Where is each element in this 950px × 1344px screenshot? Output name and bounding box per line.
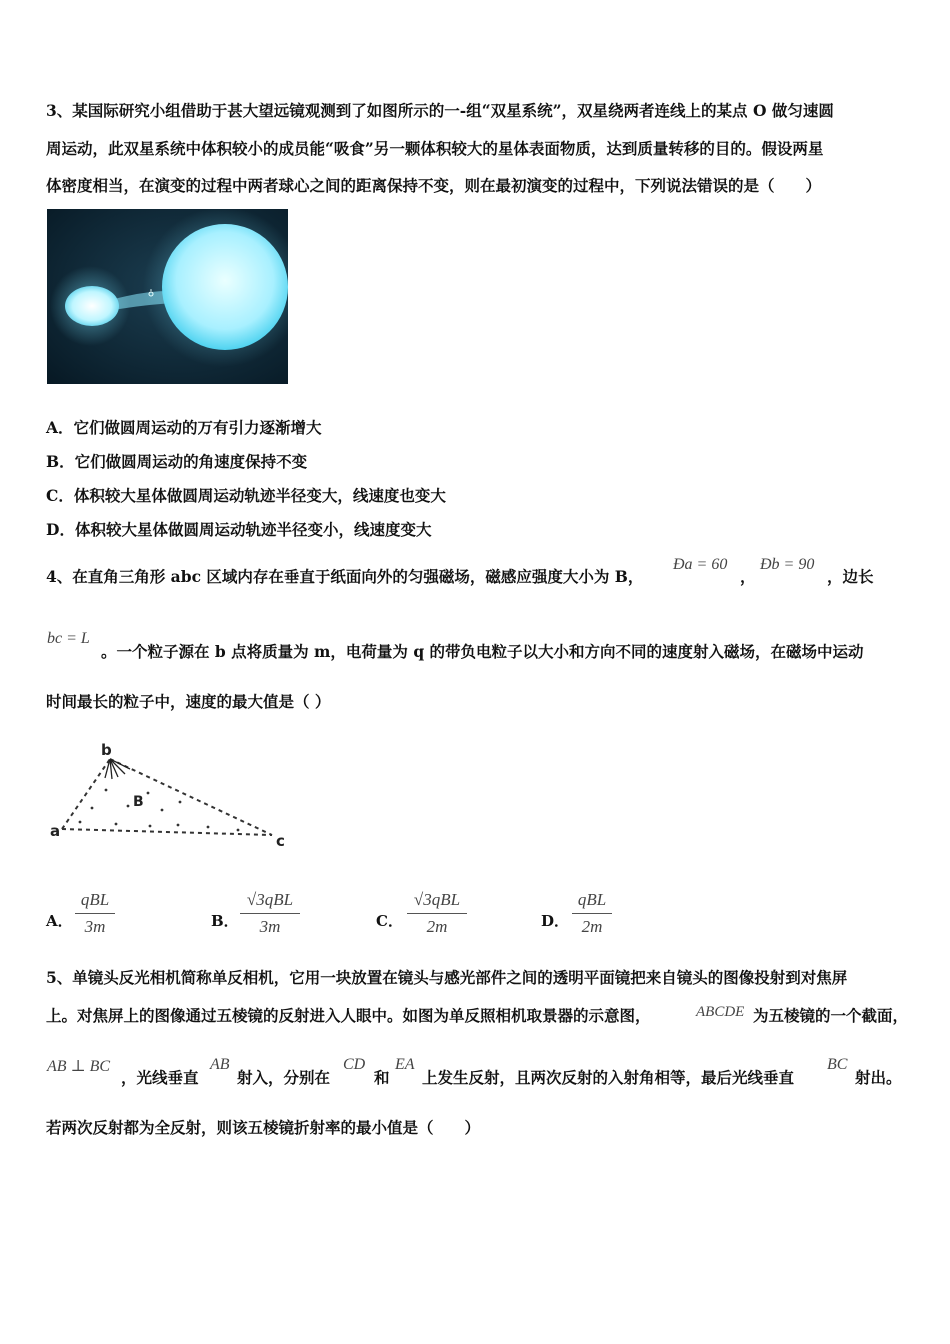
- q3-option-b: B．它们做圆周运动的角速度保持不变: [46, 452, 308, 471]
- q4-angle-a: Ða = 60: [673, 556, 728, 573]
- q5-bc: BC: [827, 1056, 848, 1073]
- small-star: [65, 286, 119, 326]
- q4-angle-b: Ðb = 90: [760, 556, 815, 573]
- q3-line-1: 3、某国际研究小组借助于甚大望远镜观测到了如图所示的一-组“双星系统”，双星绕两者连线上的某点 O 做匀速圆: [46, 101, 834, 120]
- binary-star-image: [47, 209, 288, 384]
- q4-line-2: 。一个粒子源在 b 点将质量为 m，电荷量为 q 的带负电粒子以大小和方向不同的速度射入磁场，在磁场中运动: [101, 642, 864, 661]
- vertex-b-label: b: [101, 741, 112, 759]
- q5-line-1: 5、单镜头反光相机简称单反相机，它用一块放置在镜头与感光部件之间的透明平面镜把来自镜头的图像投射到对焦屏: [46, 968, 848, 987]
- triangle-figure: [50, 740, 295, 852]
- side-ab: [62, 759, 110, 829]
- field-b-label: B: [133, 794, 144, 810]
- q5-line-2-part-a: 上。对焦屏上的图像通过五棱镜的反射进入人眼中。如图为单反照相机取景器的示意图，: [46, 1006, 651, 1025]
- vertex-a-label: a: [50, 822, 61, 840]
- q4-separator: ，: [740, 567, 756, 586]
- q5-text-3: 和: [374, 1068, 390, 1087]
- large-star: [162, 224, 288, 350]
- q4-option-b-fraction: [240, 888, 300, 939]
- binary-star-figure: [47, 209, 288, 384]
- numerator: qBL: [577, 890, 607, 909]
- q4-option-b-label: B．: [211, 912, 239, 930]
- q4-line-1-part-a: 4、在直角三角形 abc 区域内存在垂直于纸面向外的匀强磁场，磁感应强度大小为 B，: [46, 567, 644, 586]
- triangle-abc-diagram: [50, 740, 295, 852]
- q4-option-d-fraction: [572, 888, 612, 939]
- side-ac: [62, 829, 272, 835]
- q3-option-a: A．它们做圆周运动的万有引力逐渐增大: [46, 418, 322, 437]
- vertex-c-label: c: [276, 832, 285, 850]
- q4-line-3: 时间最长的粒子中，速度的最大值是（ ）: [46, 692, 331, 711]
- denominator: 2m: [581, 917, 603, 936]
- q5-line-2-part-b: 为五棱镜的一个截面，: [753, 1006, 909, 1025]
- denominator: 3m: [259, 917, 281, 936]
- q3-line-2: 周运动，此双星系统中体积较小的成员能“吸食”另一颗体积较大的星体表面物质，达到质量转移的目的。假设两星: [46, 139, 824, 158]
- q4-line-1-part-b: ，边长: [827, 567, 874, 586]
- denominator: 2m: [426, 917, 448, 936]
- numerator: qBL: [80, 890, 110, 909]
- field-dots: [79, 789, 240, 832]
- q3-option-c: C．体积较大星体做圆周运动轨迹半径变大，线速度也变大: [46, 486, 446, 505]
- q5-text-1: ，光线垂直: [121, 1068, 199, 1087]
- q5-ab: AB: [210, 1056, 230, 1073]
- q5-pentaprism-abcde: ABCDE: [696, 1004, 745, 1020]
- q4-option-d-label: D．: [541, 912, 570, 930]
- q5-cd: CD: [343, 1056, 366, 1073]
- q5-text-2: 射入，分别在: [237, 1068, 331, 1087]
- q5-ab-perp-bc: AB ⊥ BC: [47, 1058, 111, 1075]
- q3-option-d: D．体积较大星体做圆周运动轨迹半径变小，线速度变大: [46, 520, 432, 539]
- q5-ea: EA: [395, 1056, 415, 1073]
- q4-option-c-label: C．: [376, 912, 403, 930]
- q4-bc-length: bc = L: [47, 630, 90, 647]
- q5-line-4: 若两次反射都为全反射，则该五棱镜折射率的最小值是（ ）: [46, 1118, 481, 1137]
- numerator: √3qBL: [413, 890, 461, 909]
- q5-text-5: 射出。: [855, 1068, 902, 1087]
- q4-option-c-fraction: [407, 888, 467, 939]
- q5-text-4: 上发生反射，且两次反射的入射角相等，最后光线垂直: [422, 1068, 795, 1087]
- q4-option-a-label: A．: [46, 912, 73, 930]
- q4-option-a-fraction: [75, 888, 115, 939]
- numerator: √3qBL: [246, 890, 294, 909]
- denominator: 3m: [84, 917, 106, 936]
- q3-line-3: 体密度相当，在演变的过程中两者球心之间的距离保持不变，则在最初演变的过程中，下列说法错误的是（ ）: [46, 176, 822, 195]
